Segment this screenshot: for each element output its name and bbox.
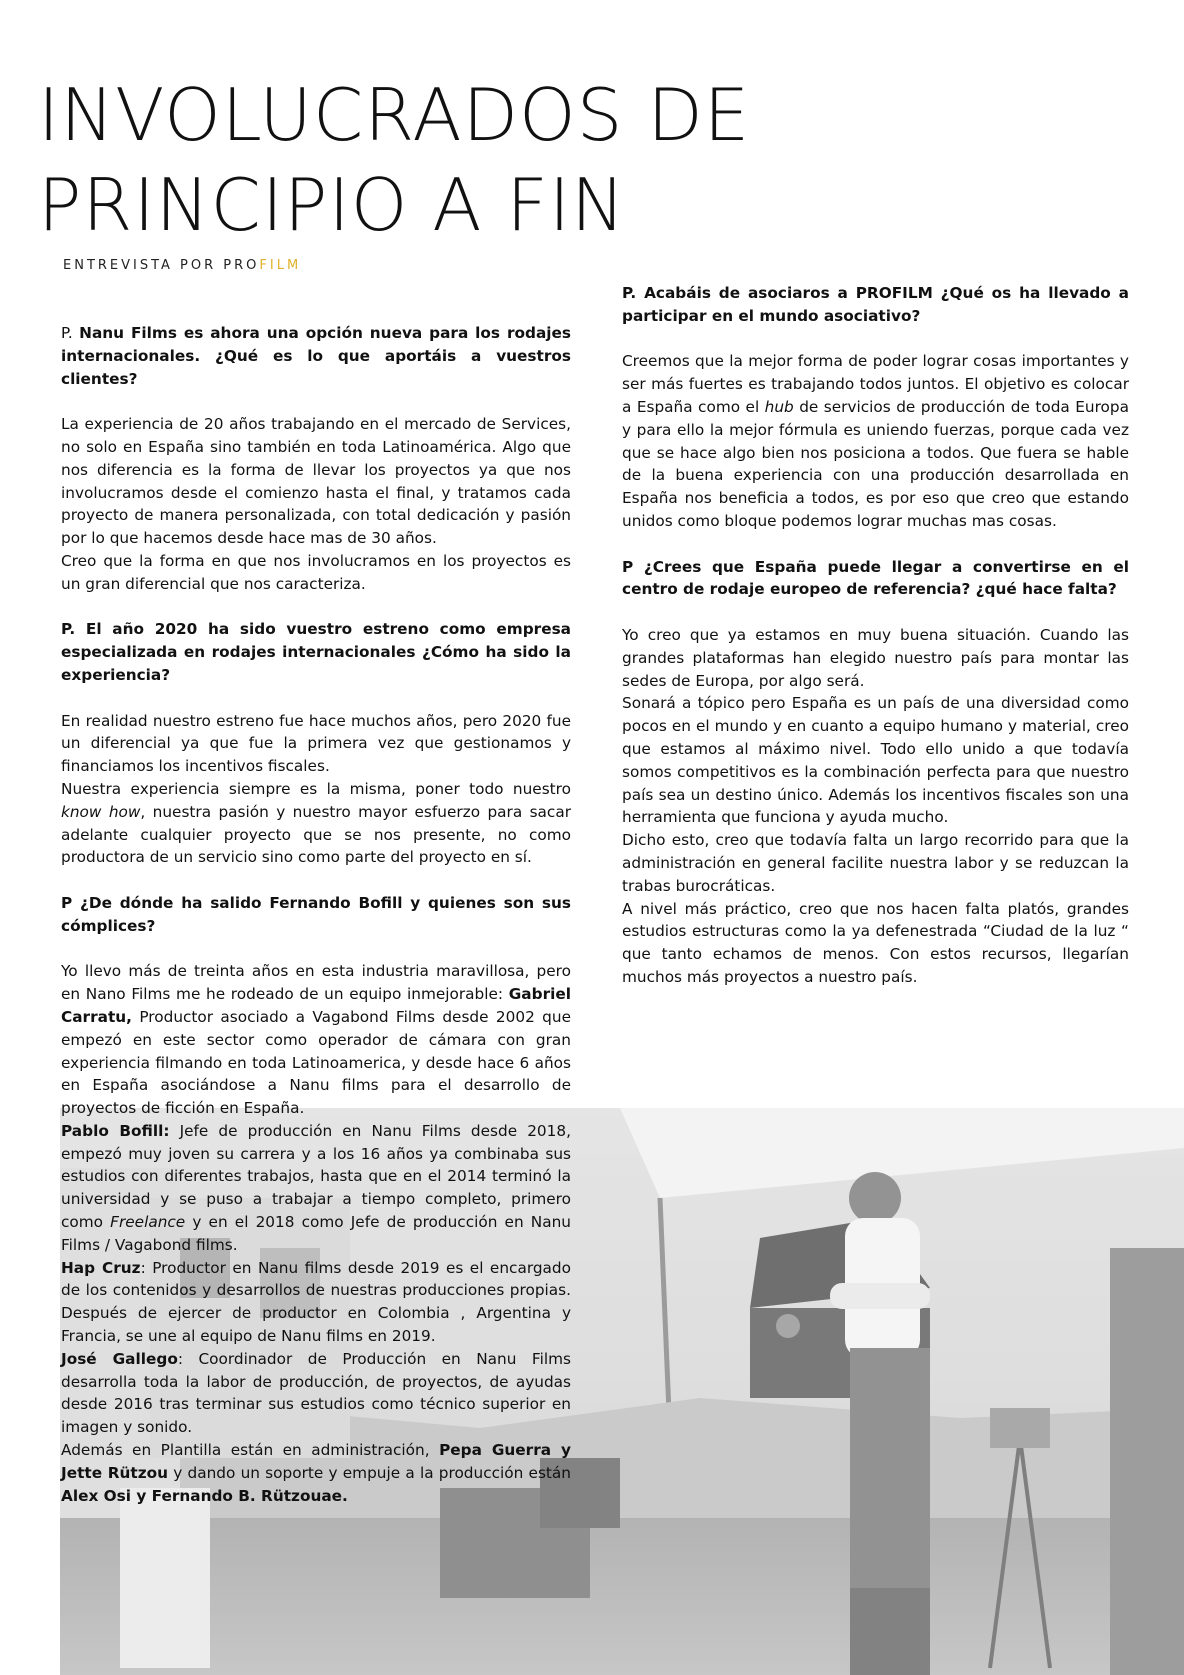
answer-5-paragraph-1: Yo creo que ya estamos en muy buena situación. Cuando las grandes plataformas han elegido nuestro país para montar las sedes de Europa, por algo será.: [622, 625, 1129, 690]
answer-2-paragraph-2: [61, 778, 571, 869]
page-title: [38, 70, 750, 250]
answer-5-paragraph-4: A nivel más práctico, creo que nos hacen falta platós, grandes estudios estructuras como la ya defenestrada “Ciudad de la luz “ que tanto echamos de menos. Con estos recursos, llegarían muchos más proyectos a nuestro país.: [622, 899, 1129, 986]
answer-4-text-end: de servicios de producción de toda Europa y para ello la mejor fórmula es uniendo fuerzas, porque cada vez que se hace algo bien nos posiciona a todos. Que fuera se hable de la buena experiencia con una producción desarrollada en España nos beneficia a todos, es por eso que creo que estando unidos como bloque podemos lograr muchas mas cosas.: [622, 397, 1129, 530]
left-column: [61, 322, 571, 1507]
answer-2-text-end: , nuestra pasión y nuestro mayor esfuerzo para sacar adelante cualquier proyecto que se nos presente, no como productora de un servicio sino como parte del proyecto en sí.: [61, 802, 571, 867]
jose-text: : Coordinador de Producción en Nanu Films desarrolla toda la labor de producción, de proyectos, de ayudas desde 2016 tras terminar sus estudios como técnico superior en imagen y sonido.: [61, 1349, 571, 1437]
pablo-emphasis: Freelance: [110, 1213, 186, 1232]
answer-2-emphasis: know how: [61, 802, 141, 821]
byline-highlight: FILM: [259, 258, 302, 273]
answer-2-paragraph-1: En realidad nuestro estreno fue hace muchos años, pero 2020 fue un diferencial ya que fue la primera vez que gestionamos y financiamos los incentivos fiscales.: [61, 711, 571, 776]
answer-4-text-start: Creemos que la mejor forma de poder lograr cosas importantes y ser más fuertes es trabajando todos juntos. El objetivo es colocar a España como el: [622, 352, 1129, 416]
question-1: [61, 322, 571, 390]
gabriel-text: Productor asociado a Vagabond Films desde 2002 que empezó en este sector como operador de cámara con gran experiencia filmando en toda Latinoamerica, y desde hace 6 años en España asociándose a Nanu films para el desarrollo de proyectos de ficción en España.: [61, 1007, 571, 1118]
hap-text: : Productor en Nanu films desde 2019 es el encargado de los contenidos y desarrollos de nuestras producciones propias. Después de ejercer de productor en Colombia , Argentina y Francia, se une al equipo de Nanu films en 2019.: [61, 1258, 571, 1346]
pablo-text-1: Jefe de producción en Nanu Films desde 2018, empezó muy joven su carrera y a los 16 años ya combinaba sus estudios con diferentes trabajos, hasta que en el 2014 terminó la universidad y se puso a trabajar a tiempo completo, primero como: [61, 1121, 571, 1232]
plantilla-text-1: Además en Plantilla están en administración,: [61, 1441, 440, 1460]
hap-name: Hap Cruz: [61, 1258, 141, 1277]
byline: [63, 258, 301, 273]
answer-3-intro: Yo llevo más de treinta años en esta industria maravillosa, pero en Nano Films me he rodeado de un equipo inmejorable:: [61, 962, 571, 1004]
title-line-2: PRINCIPIO A FIN: [38, 163, 626, 247]
hap-paragraph: [61, 1257, 571, 1348]
plantilla-names-1: Pepa Guerra y Jette Rützou: [61, 1441, 571, 1482]
question-3: P ¿De dónde ha salido Fernando Bofill y quienes son sus cómplices?: [61, 893, 571, 935]
answer-1-paragraph-2: Creo que la forma en que nos involucramos en los proyectos es un gran diferencial que nos caracteriza.: [61, 551, 571, 593]
plantilla-names-2: Alex Osi y Fernando B. Rützouae.: [61, 1486, 348, 1505]
jose-paragraph: [61, 1348, 571, 1439]
question-1-text: Nanu Films es ahora una opción nueva para los rodajes internacionales. ¿Qué es lo que aportáis a vuestros clientes?: [61, 324, 571, 388]
answer-4-paragraph: [622, 350, 1129, 532]
question-2: P. El año 2020 ha sido vuestro estreno como empresa especializada en rodajes internacionales ¿Cómo ha sido la experiencia?: [61, 620, 571, 684]
right-column: [622, 282, 1129, 989]
answer-4-emphasis: hub: [764, 397, 794, 416]
title-line-1: INVOLUCRADOS DE: [38, 73, 751, 157]
answer-5-paragraph-3: Dicho esto, creo que todavía falta un largo recorrido para que la administración en general facilite nuestra labor y se reduzcan la trabas burocráticas.: [622, 831, 1129, 895]
answer-5-paragraph-2: Sonará a tópico pero España es un país de una diversidad como pocos en el mundo y en cuanto a equipo humano y material, creo que estamos al máximo nivel. Todo ello unido a que todavía somos competitivos es la combinación perfecta para que nuestro país sea un destino único. Además los incentivos fiscales son una herramienta que funciona y ayuda mucho.: [622, 694, 1129, 827]
plantilla-text-2: y dando un soporte y empuje a la producción están: [168, 1463, 571, 1482]
gabriel-name: Gabriel Carratu,: [61, 985, 571, 1026]
answer-1-paragraph-1: La experiencia de 20 años trabajando en el mercado de Services, no solo en España sino también en toda Latinoamérica. Algo que nos diferencia es la forma de llevar los proyectos ya que nos involucramos desde el comienzo hasta el final, y tratamos cada proyecto de manera personalizada, con total dedicación y pasión por lo que hacemos desde hace mas de 30 años.: [61, 415, 571, 548]
pablo-name: Pablo Bofill:: [61, 1121, 170, 1140]
answer-3-paragraph: [61, 960, 571, 1120]
question-5: P ¿Crees que España puede llegar a convertirse en el centro de rodaje europeo de referencia? ¿qué hace falta?: [622, 557, 1129, 599]
pablo-paragraph: [61, 1120, 571, 1257]
question-4: P. Acabáis de asociaros a PROFILM ¿Qué os ha llevado a participar en el mundo asociativo?: [622, 284, 1129, 325]
pablo-text-2: y en el 2018 como Jefe de producción en Nanu Films / Vagabond films.: [61, 1213, 571, 1254]
question-1-prefix: P.: [61, 324, 80, 342]
plantilla-paragraph: [61, 1439, 571, 1507]
jose-name: José Gallego: [61, 1349, 178, 1368]
answer-2-text-start: Nuestra experiencia siempre es la misma, poner todo nuestro: [61, 779, 571, 798]
byline-prefix: ENTREVISTA POR PRO: [63, 258, 260, 273]
